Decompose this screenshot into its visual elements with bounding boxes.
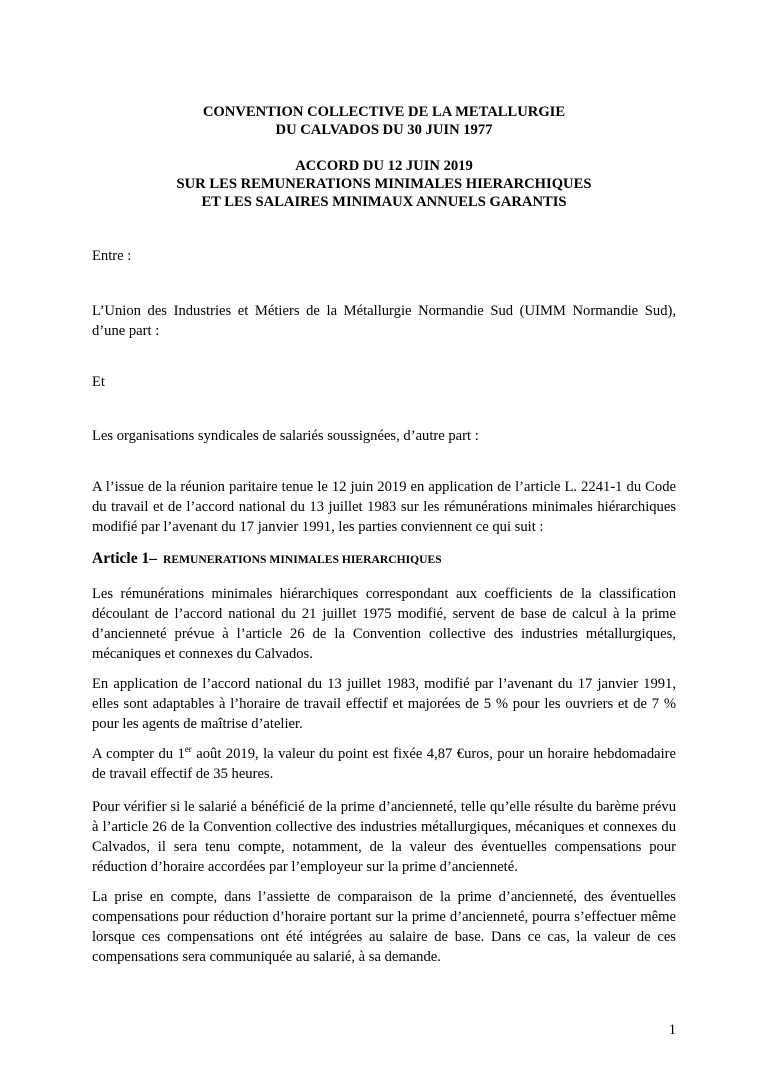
title-line-4: SUR LES REMUNERATIONS MINIMALES HIERARCHIQUES [176,176,592,192]
paragraph-entre: Entre : [92,248,132,264]
document-title [92,103,676,139]
ordinal-superscript: er [184,744,192,755]
paragraph-preamble: A l’issue de la réunion paritaire tenue le 12 juin 2019 en application de l’article L. 2241-1 du Code du travail et de l’accord national du 13 juillet 1983 sur les rémunérations minimales hiérarchiques modifié par l’avenant du 17 janvier 1991, les parties conviennent ce qui suit : [92,479,676,535]
agreement-title [92,157,676,211]
title-line-3: ACCORD DU 12 JUIN 2019 [295,158,473,174]
title-line-2: DU CALVADOS DU 30 JUIN 1977 [275,122,493,138]
paragraph-uimm: L’Union des Industries et Métiers de la Métallurgie Normandie Sud (UIMM Normandie Sud), d’une part : [92,303,676,339]
point-value-prefix: A compter du 1 [92,746,185,762]
article-1-paragraph-1: Les rémunérations minimales hiérarchiques correspondant aux coefficients de la classification découlant de l’accord national du 21 juillet 1975 modifié, servent de base de calcul à la prime d’ancienneté prévue à l’article 26 de la Convention collective des industries métallurgiques, mécaniques et connexes du Calvados. [92,586,676,662]
title-line-5: ET LES SALAIRES MINIMAUX ANNUELS GARANTIS [201,194,567,210]
article-label: Article 1– [92,550,157,567]
article-title: REMUNERATIONS MINIMALES HIERARCHIQUES [162,553,442,566]
article-1-paragraph-5: La prise en compte, dans l’assiette de comparaison de la prime d’ancienneté, des éventuelles compensations pour réduction d’horaire portant sur la prime d’ancienneté, pourra s’effectuer même lorsque ces compensations ont été intégrées au salaire de base. Dans ce cas, la valeur de ces compensations sera communiquée au salarié, à sa demande. [92,889,676,965]
article-1-heading [92,549,676,570]
paragraph-organisations: Les organisations syndicales de salariés soussignées, d’autre part : [92,428,479,444]
title-line-1: CONVENTION COLLECTIVE DE LA METALLURGIE [202,104,566,120]
article-1-paragraph-4: Pour vérifier si le salarié a bénéficié de la prime d’ancienneté, telle qu’elle résulte du barème prévu à l’article 26 de la Convention collective des industries métallurgiques, mécaniques et connexes du Calvados, il sera tenu compte, notamment, de la valeur des éventuelles compensations pour réduction d’horaire accordées par l’employeur sur la prime d’ancienneté. [92,799,676,875]
paragraph-et: Et [92,374,105,390]
article-1-paragraph-2: En application de l’accord national du 13 juillet 1983, modifié par l’avenant du 17 janvier 1991, elles sont adaptables à l’horaire de travail effectif et majorées de 5 % pour les ouvriers et de 7 % pour les agents de maîtrise d’atelier. [92,676,676,732]
page-number: 1 [668,1022,676,1038]
point-value-text: août 2019, la valeur du point est fixée 4,87 €uros, pour un horaire hebdomadaire de travail effectif de 35 heures. [92,746,676,782]
article-1-paragraph-3 [92,744,676,784]
